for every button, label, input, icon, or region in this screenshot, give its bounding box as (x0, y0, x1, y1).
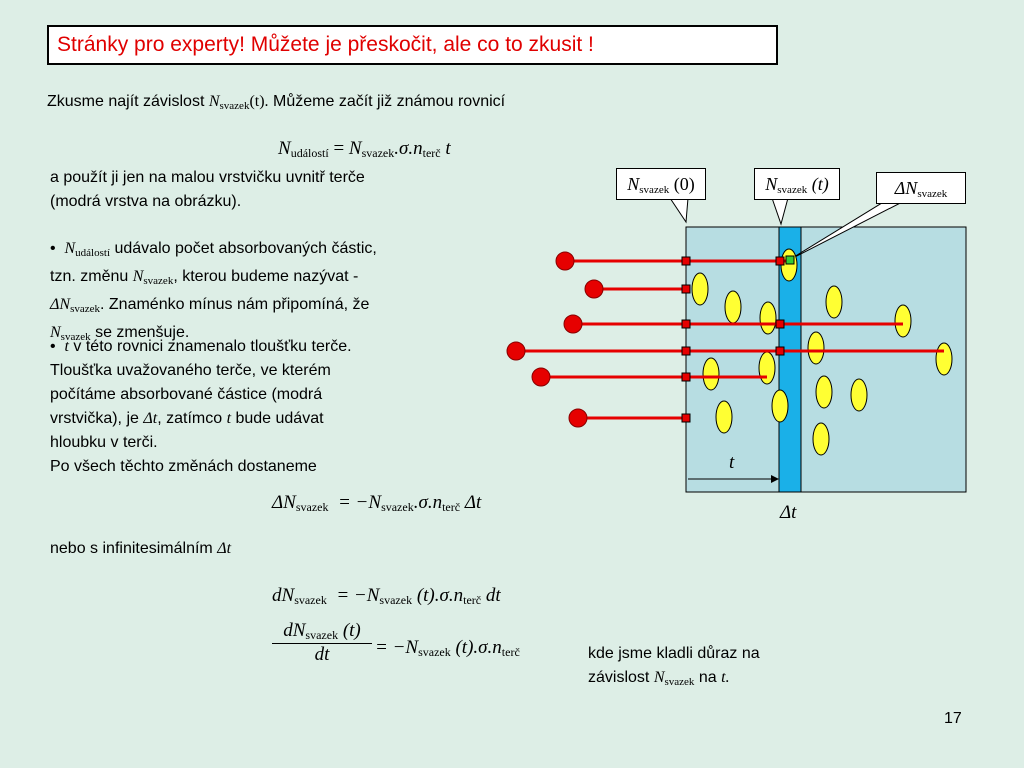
bullet1-marker: • (50, 240, 56, 257)
marker (682, 257, 690, 265)
eq1-lhs-sub: událostí (290, 146, 329, 160)
infinitesimal-text: nebo s infinitesimálním (50, 540, 213, 557)
note-line2-mid: na (698, 669, 717, 686)
bullet2-t: t (64, 338, 69, 355)
particle (936, 343, 952, 375)
bullet2-line4-after: bude udávat (235, 410, 324, 427)
particle (716, 401, 732, 433)
marker (682, 285, 690, 293)
bullet2-line4-dt: Δt (143, 410, 158, 427)
label-t: t (729, 452, 735, 473)
eq3-mid: (t).σ.n (416, 585, 464, 606)
para1-line1: a použít ji jen na malou vrstvičku uvnitř terče (50, 169, 365, 186)
callout-right-N: ΔN (894, 178, 918, 198)
bullet1-line3-after: . Znaménko mínus nám připomíná, že (100, 296, 370, 313)
eq4-num-sub: svazek (305, 628, 339, 642)
beam-particle (585, 280, 603, 298)
bullet1-line2-after: , kterou budeme nazývat - (173, 268, 359, 285)
eq1-equals: = (333, 138, 345, 159)
bullet1-line4-sub: svazek (60, 331, 91, 343)
eq3-lhs-sub: svazek (294, 593, 327, 607)
callout-left-N: N (627, 174, 640, 194)
eq1-n-sub: terč (422, 146, 441, 160)
eq2-mid: .σ.n (413, 492, 443, 513)
callout-mid-sub: svazek (777, 184, 808, 196)
page-number: 17 (944, 710, 962, 727)
bullet2-line4-t: t (226, 410, 232, 427)
intro-sub: svazek (219, 100, 250, 112)
callout-left-sub: svazek (639, 184, 670, 196)
bullet1-line2-before: tzn. změnu (50, 268, 129, 285)
bullet1-line4-after: se zmenšuje. (95, 324, 190, 341)
particle (895, 305, 911, 337)
bullet2-line1: v této rovnici znamenalo tloušťku terče. (73, 338, 352, 355)
marker (682, 414, 690, 422)
bullet2-line4-mid: , zatímco (157, 410, 223, 427)
para1-line2: (modrá vrstva na obrázku). (50, 193, 242, 210)
particle (808, 332, 824, 364)
eq4-num: dN (283, 620, 306, 641)
note-line2-N: N (653, 669, 665, 686)
callout-mid-arg: (t) (811, 174, 829, 194)
bullet2-line3: počítáme absorbované částice (modrá (50, 386, 323, 403)
eq3-dt: dt (485, 585, 501, 606)
callout-mid-N: N (765, 174, 778, 194)
callout-N-svazek-t (754, 168, 840, 200)
bullet2-line6: Po všech těchto změnách dostaneme (50, 458, 317, 475)
callout-left-arg: (0) (673, 174, 695, 194)
particle (826, 286, 842, 318)
eq3-equals: = −N (336, 585, 380, 606)
eq3-rhs-sub: svazek (379, 593, 413, 607)
eq1-rhs-N: N (348, 138, 362, 159)
marker (776, 347, 784, 355)
note-line2-sub: svazek (664, 676, 695, 688)
bullet2-marker: • (50, 338, 56, 355)
particle (692, 273, 708, 305)
note-line2-t: t. (721, 669, 730, 686)
bullet1-line3-sub: svazek (70, 303, 100, 315)
marker (682, 320, 690, 328)
eq4-mid: (t).σ.n (455, 637, 502, 658)
intro-symbol-N: N (208, 93, 220, 110)
callout-right-sub: svazek (917, 188, 948, 200)
bullet1-line2-sub: svazek (143, 275, 174, 287)
infinitesimal-dt: Δt (217, 540, 232, 557)
particle (760, 302, 776, 334)
bullet1-line1: udávalo počet absorbovaných částic, (114, 240, 377, 257)
eq4-rhs-sub: svazek (418, 645, 451, 659)
bullet2-line2: Tloušťka uvažovaného terče, ve kterém (50, 362, 331, 379)
callout-N-svazek-0 (616, 168, 706, 200)
marker (682, 373, 690, 381)
eq1-lhs-N: N (278, 138, 291, 159)
eq1-mid: .σ.n (394, 138, 423, 159)
marker (776, 257, 784, 265)
marker (776, 320, 784, 328)
callout-delta-N-svazek (876, 172, 966, 204)
intro-paren-t: (t). (249, 93, 269, 110)
eq1-rhs-sub: svazek (361, 146, 395, 160)
beam-particle (532, 368, 550, 386)
beam-particle (556, 252, 574, 270)
eq4-equals: = −N (375, 637, 419, 658)
eq3-n-sub: terč (463, 593, 482, 607)
eq1-t: t (445, 138, 451, 159)
slide-title: Stránky pro experty! Můžete je přeskočit, ale co to zkusit ! (47, 25, 778, 65)
eq3-lhs: dN (272, 585, 295, 606)
eq2-lhs-sub: svazek (295, 500, 329, 514)
marker-absorbed (786, 256, 794, 264)
callout-mid-pointer (772, 198, 788, 224)
eq4-num-t: (t) (342, 620, 361, 641)
bullet1-line2-N: N (132, 268, 144, 285)
eq2-dt: Δt (464, 492, 482, 513)
eq4-den: dt (314, 644, 330, 665)
incoming-particles (507, 252, 603, 427)
particle (703, 358, 719, 390)
eq4-n-sub: terč (501, 645, 520, 659)
bullet2-line5: hloubku v terči. (50, 434, 158, 451)
particle (813, 423, 829, 455)
eq2-lhs: ΔN (272, 492, 296, 513)
eq2-rhs-sub: svazek (381, 500, 414, 514)
particle (851, 379, 867, 411)
note-line1: kde jsme kladli důraz na (588, 645, 760, 662)
callout-left-pointer (670, 198, 688, 222)
eq2-n-sub: terč (442, 500, 461, 514)
particle (816, 376, 832, 408)
bullet1-line4-N: N (50, 324, 61, 341)
particle (725, 291, 741, 323)
beam-particle (507, 342, 525, 360)
label-delta-t: Δt (780, 502, 797, 523)
bullet1-sym-N: N (64, 240, 76, 257)
particle (759, 352, 775, 384)
beam-particle (564, 315, 582, 333)
note-line2-before: závislost (588, 669, 650, 686)
intro-text-after: Můžeme začít již známou rovnicí (273, 93, 506, 110)
bullet1-sym-sub: událostí (75, 247, 111, 259)
eq2-equals: = −N (337, 492, 382, 513)
beam-particle (569, 409, 587, 427)
bullet2-line4-before: vrstvička), je (50, 410, 139, 427)
intro-text-before: Zkusme najít závislost (47, 93, 205, 110)
bullet1-line3-delta: ΔN (50, 296, 71, 313)
marker (682, 347, 690, 355)
particle (772, 390, 788, 422)
